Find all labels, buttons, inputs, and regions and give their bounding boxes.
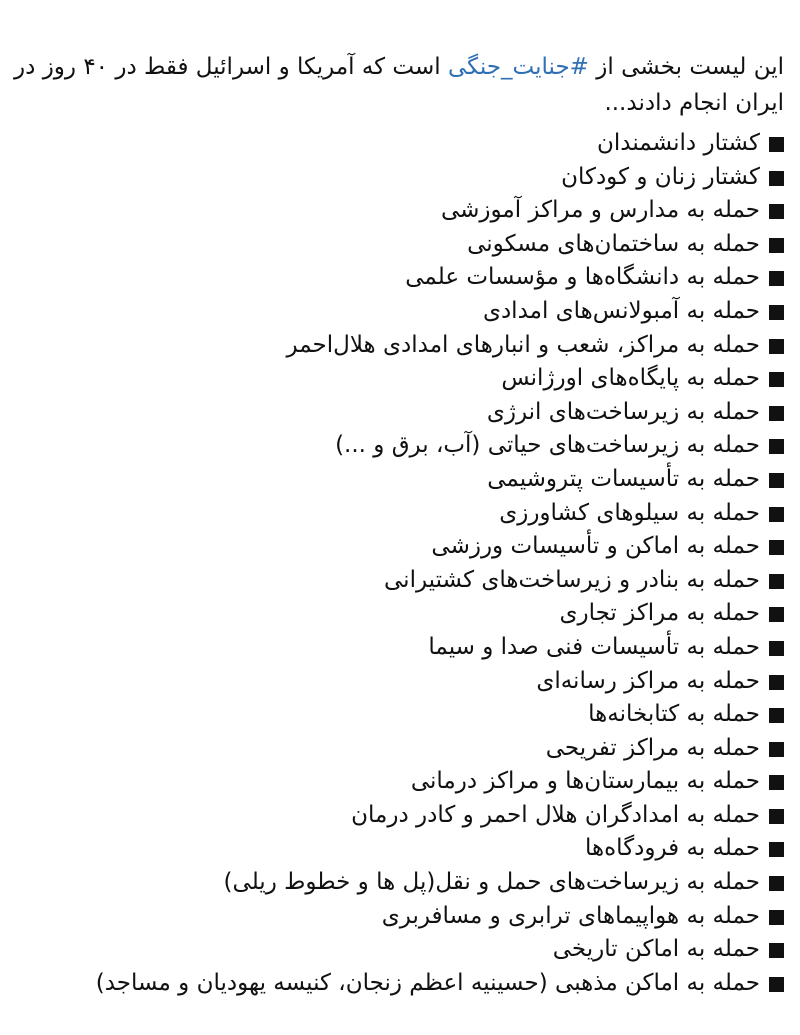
list-item-text: حمله به مدارس و مراکز آموزشی bbox=[440, 197, 760, 224]
black-square-bullet-icon bbox=[769, 507, 784, 522]
black-square-bullet-icon bbox=[769, 406, 784, 421]
black-square-bullet-icon bbox=[769, 876, 784, 891]
war-crimes-list bbox=[9, 127, 784, 1000]
black-square-bullet-icon bbox=[769, 742, 784, 757]
list-item bbox=[9, 362, 784, 396]
list-item bbox=[9, 866, 784, 900]
list-item bbox=[9, 429, 784, 463]
list-item-text: حمله به اماکن و تأسیسات ورزشی bbox=[431, 533, 760, 560]
black-square-bullet-icon bbox=[769, 775, 784, 790]
black-square-bullet-icon bbox=[769, 809, 784, 824]
list-item bbox=[9, 799, 784, 833]
black-square-bullet-icon bbox=[769, 977, 784, 992]
list-item-text: حمله به مراکز تفریحی bbox=[545, 734, 760, 761]
intro-suffix: است که آمریکا و اسرائیل فقط در ۴۰ روز در ایران انجام دادند... bbox=[14, 54, 784, 116]
black-square-bullet-icon bbox=[769, 842, 784, 857]
list-item-text: حمله به اماکن مذهبی (حسینیه اعظم زنجان، کنیسه یهودیان و مساجد) bbox=[95, 969, 760, 996]
list-item bbox=[9, 900, 784, 934]
black-square-bullet-icon bbox=[769, 540, 784, 555]
list-item-text: حمله به فرودگاه‌ها bbox=[585, 835, 760, 862]
black-square-bullet-icon bbox=[769, 574, 784, 589]
black-square-bullet-icon bbox=[769, 708, 784, 723]
black-square-bullet-icon bbox=[769, 675, 784, 690]
list-item-text: حمله به زیرساخت‌های حمل و نقل(پل ها و خطوط ریلی) bbox=[223, 869, 760, 896]
list-item-text: حمله به زیرساخت‌های انرژی bbox=[486, 398, 760, 425]
black-square-bullet-icon bbox=[769, 137, 784, 152]
hashtag-link[interactable]: #جنایت_جنگی bbox=[448, 54, 589, 80]
list-item-text: حمله به هواپیماهای ترابری و مسافربری bbox=[381, 902, 760, 929]
list-item-text: کشتار زنان و کودکان bbox=[561, 163, 760, 190]
list-item bbox=[9, 127, 784, 161]
black-square-bullet-icon bbox=[769, 473, 784, 488]
black-square-bullet-icon bbox=[769, 372, 784, 387]
list-item bbox=[9, 194, 784, 228]
list-item-text: حمله به مراکز رسانه‌ای bbox=[536, 667, 760, 694]
black-square-bullet-icon bbox=[769, 641, 784, 656]
list-item bbox=[9, 329, 784, 363]
list-item-text: کشتار دانشمندان bbox=[597, 130, 760, 156]
list-item bbox=[9, 261, 784, 295]
list-item bbox=[9, 967, 784, 1001]
black-square-bullet-icon bbox=[769, 439, 784, 454]
list-item bbox=[9, 564, 784, 598]
list-item-text: حمله به مراکز تجاری bbox=[559, 600, 760, 627]
list-item bbox=[9, 933, 784, 967]
intro-paragraph bbox=[9, 49, 784, 121]
list-item-text: حمله به کتابخانه‌ها bbox=[588, 701, 760, 728]
list-item bbox=[9, 832, 784, 866]
black-square-bullet-icon bbox=[769, 171, 784, 186]
intro-prefix: این لیست بخشی از bbox=[596, 54, 784, 80]
black-square-bullet-icon bbox=[769, 238, 784, 253]
black-square-bullet-icon bbox=[769, 943, 784, 958]
black-square-bullet-icon bbox=[769, 305, 784, 320]
list-item-text: حمله به زیرساخت‌های حیاتی (آب، برق و ...) bbox=[335, 432, 760, 459]
list-item bbox=[9, 396, 784, 430]
list-item bbox=[9, 698, 784, 732]
list-item bbox=[9, 161, 784, 195]
list-item-text: حمله به تأسیسات پتروشیمی bbox=[487, 465, 760, 492]
black-square-bullet-icon bbox=[769, 339, 784, 354]
list-item bbox=[9, 497, 784, 531]
list-item-text: حمله به مراکز، شعب و انبارهای امدادی هلال‌احمر bbox=[286, 331, 760, 358]
list-item bbox=[9, 295, 784, 329]
list-item-text: حمله به اماکن تاریخی bbox=[552, 936, 760, 963]
list-item-text: حمله به تأسیسات فنی صدا و سیما bbox=[428, 633, 760, 660]
list-item bbox=[9, 463, 784, 497]
list-item-text: حمله به پایگاه‌های اورژانس bbox=[501, 365, 760, 392]
list-item-text: حمله به بیمارستان‌ها و مراکز درمانی bbox=[410, 768, 760, 795]
list-item-text: حمله به دانشگاه‌ها و مؤسسات علمی bbox=[405, 264, 760, 291]
black-square-bullet-icon bbox=[769, 204, 784, 219]
list-item bbox=[9, 228, 784, 262]
list-item bbox=[9, 597, 784, 631]
list-item-text: حمله به ساختمان‌های مسکونی bbox=[467, 230, 760, 257]
list-item bbox=[9, 732, 784, 766]
black-square-bullet-icon bbox=[769, 910, 784, 925]
list-item bbox=[9, 631, 784, 665]
list-item bbox=[9, 765, 784, 799]
black-square-bullet-icon bbox=[769, 271, 784, 286]
black-square-bullet-icon bbox=[769, 607, 784, 622]
list-item-text: حمله به بنادر و زیرساخت‌های کشتیرانی bbox=[384, 566, 760, 593]
list-item bbox=[9, 665, 784, 699]
list-item-text: حمله به سیلوهای کشاورزی bbox=[499, 499, 760, 526]
list-item-text: حمله به آمبولانس‌های امدادی bbox=[482, 297, 760, 324]
list-item bbox=[9, 530, 784, 564]
list-item-text: حمله به امدادگران هلال احمر و کادر درمان bbox=[351, 801, 760, 828]
